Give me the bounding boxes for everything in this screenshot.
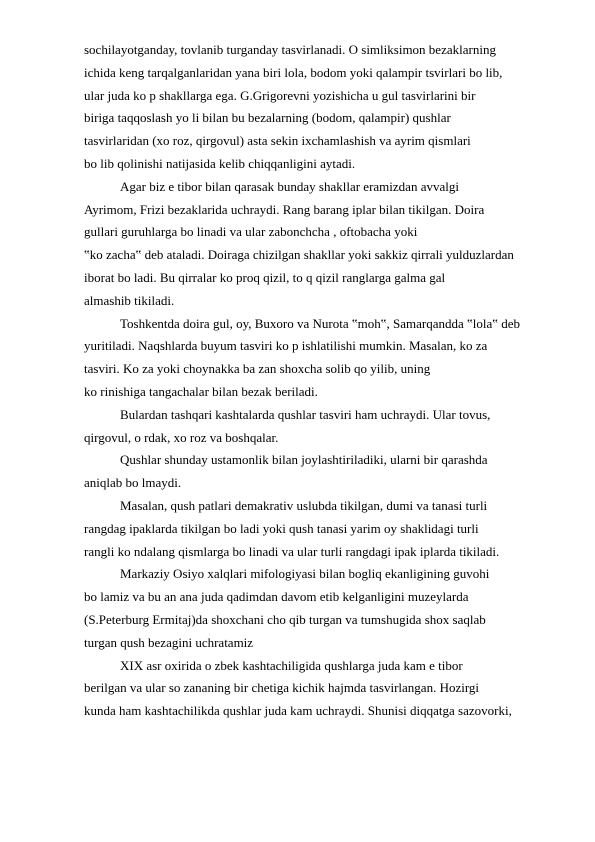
text-line: kunda ham kashtachilikda qushlar juda kam uchraydi. Shunisi diqqatga sazovorki,	[84, 703, 512, 719]
text-line: bo lamiz va bu an ana juda qadimdan davom etib kelganligini muzeylarda	[84, 589, 469, 605]
paragraph-first-line: Bulardan tashqari kashtalarda qushlar tasviri ham uchraydi. Ular tovus,	[120, 406, 491, 422]
text-line: ichida keng tarqalganlaridan yana biri lola, bodom yoki qalampir tsvirlari bo lib,	[84, 64, 503, 80]
text-line: biriga taqqoslash yo li bilan bu bezalarning (bodom, qalampir) qushlar	[84, 110, 451, 126]
text-line: Ayrimom, Frizi bezaklarida uchraydi. Rang barang iplar bilan tikilgan. Doira	[84, 201, 485, 217]
paragraph-first-line: XIX asr oxirida o zbek kashtachiligida qushlarga juda kam e tibor	[120, 657, 463, 673]
text-line: tasvirlaridan (xo roz, qirgovul) asta sekin ixchamlashish va ayrim qismlari	[84, 133, 471, 149]
text-line: ular juda ko p shakllarga ega. G.Grigorevni yozishicha u gul tasvirlarini bir	[84, 87, 476, 103]
text-line: rangli ko ndalang qismlarga bo linadi va ular turli rangdagi ipak iplarda tikiladi.	[84, 543, 500, 559]
text-line: bo lib qolinishi natijasida kelib chiqqanligini aytadi.	[84, 155, 356, 171]
text-line: almashib tikiladi.	[84, 292, 175, 308]
paragraph-first-line: Toshkentda doira gul, oy, Buxoro va Nurota ‟moh‟, Samarqandda ‟lola‟ deb	[120, 315, 521, 331]
text-line: iborat bo ladi. Bu qirralar ko proq qizil, to q qizil ranglarga galma gal	[84, 269, 446, 285]
text-line: ko rinishiga tangachalar bilan bezak beriladi.	[84, 383, 318, 399]
paragraph-first-line: Masalan, qush patlari demakrativ uslubda tikilgan, dumi va tanasi turli	[120, 497, 488, 513]
text-line: aniqlab bo lmaydi.	[84, 475, 182, 491]
paragraph-first-line: Markaziy Osiyo xalqlari mifologiyasi bilan bogliq ekanligining guvohi	[120, 566, 490, 582]
text-line: rangdag ipaklarda tikilgan bo ladi yoki qush tanasi yarim oy shaklidagi turli	[84, 520, 479, 536]
text-line: turgan qush bezagini uchratamiz	[84, 634, 254, 650]
text-line: qirgovul, o rdak, xo roz va boshqalar.	[84, 429, 279, 445]
text-line: sochilayotganday, tovlanib turganday tasvirlanadi. O simliksimon bezaklarning	[84, 42, 496, 57]
text-line: yuritiladi. Naqshlarda buyum tasviri ko p ishlatilishi mumkin. Masalan, ko za	[84, 338, 488, 354]
text-line: tasviri. Ko za yoki choynakka ba zan shoxcha solib qo yilib, uning	[84, 361, 431, 377]
paragraph-first-line: Agar biz e tibor bilan qarasak bunday shakllar eramizdan avvalgi	[120, 178, 459, 194]
text-line: (S.Peterburg Ermitaj)da shoxchani cho qib turgan va tumshugida shox saqlab	[84, 611, 486, 627]
body-text	[84, 39, 556, 723]
text-line: berilgan va ular so zananing bir chetiga kichik hajmda tasvirlangan. Hozirgi	[84, 680, 480, 696]
paragraph-first-line: Qushlar shunday ustamonlik bilan joylashtiriladiki, ularni bir qarashda	[120, 452, 488, 468]
text-line: gullari guruhlarga bo linadi va ular zabonchcha , oftobacha yoki	[84, 224, 418, 240]
text-line: ‟ko zacha‟ deb ataladi. Doiraga chizilgan shakllar yoki sakkiz qirrali yulduzlardan	[84, 247, 514, 263]
